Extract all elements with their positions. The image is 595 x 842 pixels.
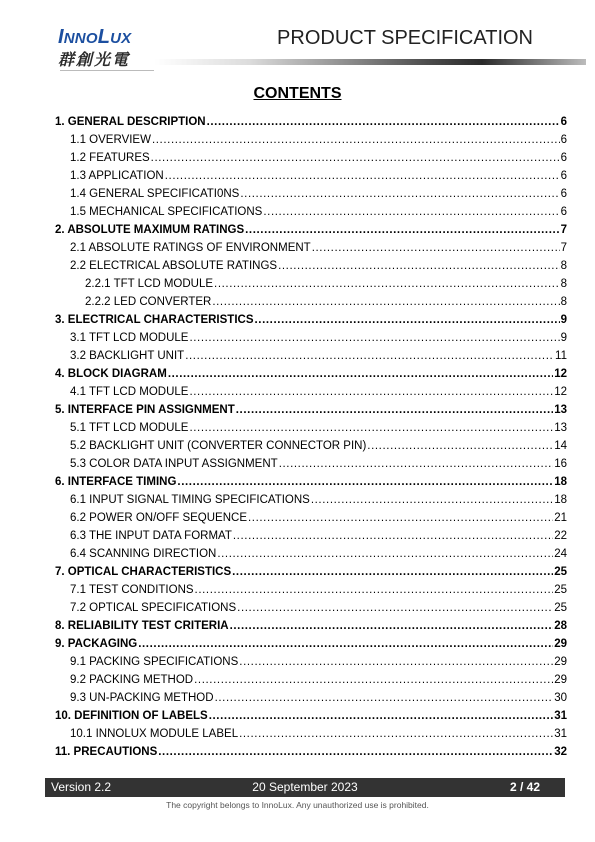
toc-dot-leader: [217, 545, 553, 563]
toc-entry-page: 18: [554, 494, 567, 506]
toc-entry-label: 6. INTERFACE TIMING: [55, 476, 177, 488]
toc-entry[interactable]: [55, 671, 567, 689]
toc-entry-label: 7.2 OPTICAL SPECIFICATIONS: [70, 602, 237, 614]
logo-letter-i: I: [58, 26, 64, 48]
toc-entry-label: 1.1 OVERVIEW: [70, 134, 151, 146]
toc-dot-leader: [311, 491, 553, 509]
footer-bar: [45, 778, 565, 797]
toc-dot-leader: [215, 689, 554, 707]
toc-entry-page: 29: [554, 656, 567, 668]
toc-entry-label: 11. PRECAUTIONS: [55, 746, 158, 758]
logo-chinese-name: 群創光電: [58, 50, 131, 69]
toc-entry-label: 5. INTERFACE PIN ASSIGNMENT: [55, 404, 235, 416]
toc-entry[interactable]: [55, 437, 567, 455]
toc-entry-label: 4. BLOCK DIAGRAM: [55, 368, 167, 380]
toc-entry-page: 25: [554, 602, 567, 614]
toc-entry[interactable]: [55, 743, 567, 761]
toc-entry[interactable]: [55, 455, 567, 473]
toc-dot-leader: [185, 347, 554, 365]
toc-entry-page: 6: [560, 188, 567, 200]
toc-entry-label: 5.1 TFT LCD MODULE: [70, 422, 189, 434]
toc-entry-page: 25: [554, 566, 567, 578]
toc-dot-leader: [239, 725, 553, 743]
toc-entry[interactable]: [55, 257, 567, 275]
toc-dot-leader: [194, 671, 553, 689]
toc-entry-label: 6.3 THE INPUT DATA FORMAT: [70, 530, 232, 542]
toc-entry[interactable]: [55, 383, 567, 401]
logo-letters-nno: NNO: [63, 30, 98, 47]
toc-dot-leader: [177, 473, 553, 491]
toc-entry-label: 8. RELIABILITY TEST CRITERIA: [55, 620, 229, 632]
toc-dot-leader: [158, 743, 553, 761]
toc-entry-page: 8: [560, 296, 567, 308]
toc-entry[interactable]: [55, 563, 567, 581]
toc-entry-label: 4.1 TFT LCD MODULE: [70, 386, 189, 398]
toc-dot-leader: [239, 653, 553, 671]
toc-dot-leader: [248, 509, 553, 527]
toc-dot-leader: [278, 257, 560, 275]
toc-entry[interactable]: [55, 167, 567, 185]
toc-entry[interactable]: [55, 293, 567, 311]
toc-entry[interactable]: [55, 131, 567, 149]
toc-entry-page: 30: [554, 692, 567, 704]
toc-dot-leader: [312, 239, 560, 257]
toc-dot-leader: [237, 599, 553, 617]
toc-entry-label: 9.2 PACKING METHOD: [70, 674, 194, 686]
toc-entry-page: 9: [560, 314, 567, 326]
toc-entry-page: 6: [560, 170, 567, 182]
toc-entry-page: 16: [554, 458, 567, 470]
toc-dot-leader: [245, 221, 559, 239]
toc-entry-page: 12: [554, 368, 567, 380]
toc-dot-leader: [138, 635, 553, 653]
toc-entry[interactable]: [55, 491, 567, 509]
toc-entry-page: 13: [554, 422, 567, 434]
toc-entry[interactable]: [55, 329, 567, 347]
toc-entry-page: 28: [554, 620, 567, 632]
toc-dot-leader: [189, 383, 553, 401]
toc-dot-leader: [209, 707, 553, 725]
toc-dot-leader: [255, 311, 560, 329]
toc-entry-label: 5.2 BACKLIGHT UNIT (CONVERTER CONNECTOR PIN): [70, 440, 367, 452]
toc-dot-leader: [236, 401, 553, 419]
toc-entry-label: 2. ABSOLUTE MAXIMUM RATINGS: [55, 224, 245, 236]
toc-entry[interactable]: [55, 149, 567, 167]
toc-dot-leader: [214, 275, 560, 293]
toc-entry-label: 1.3 APPLICATION: [70, 170, 164, 182]
toc-entry-page: 31: [554, 728, 567, 740]
logo-letter-l: L: [97, 26, 111, 48]
contents-title: CONTENTS: [253, 85, 342, 102]
toc-entry-label: 1.2 FEATURES: [70, 152, 150, 164]
toc-entry[interactable]: [55, 473, 567, 491]
toc-entry-label: 2.2.1 TFT LCD MODULE: [85, 278, 214, 290]
toc-dot-leader: [189, 419, 553, 437]
toc-entry-page: 6: [560, 116, 567, 128]
toc-entry[interactable]: [55, 311, 567, 329]
toc-entry[interactable]: [55, 617, 567, 635]
toc-dot-leader: [279, 455, 554, 473]
toc-entry-page: 8: [560, 260, 567, 272]
toc-entry-page: 24: [554, 548, 567, 560]
toc-entry-page: 13: [554, 404, 567, 416]
toc-entry[interactable]: [55, 419, 567, 437]
toc-entry-label: 3.1 TFT LCD MODULE: [70, 332, 189, 344]
toc-entry-page: 6: [560, 206, 567, 218]
toc-entry-page: 18: [554, 476, 567, 488]
logo-letters-ux: UX: [110, 30, 132, 47]
toc-entry[interactable]: [55, 527, 567, 545]
toc-entry-label: 6.2 POWER ON/OFF SEQUENCE: [70, 512, 247, 524]
toc-entry-label: 6.1 INPUT SIGNAL TIMING SPECIFICATIONS: [70, 494, 310, 506]
innolux-logo: [58, 26, 154, 70]
toc-entry-page: 7: [560, 242, 567, 254]
toc-entry-label: 1. GENERAL DESCRIPTION: [55, 116, 206, 128]
toc-entry-page: 21: [554, 512, 567, 524]
toc-entry-label: 9. PACKAGING: [55, 638, 138, 650]
toc-entry-label: 5.3 COLOR DATA INPUT ASSIGNMENT: [70, 458, 278, 470]
toc-entry-label: 3. ELECTRICAL CHARACTERISTICS: [55, 314, 254, 326]
toc-entry-page: 25: [554, 584, 567, 596]
toc-entry-page: 8: [560, 278, 567, 290]
toc-entry-label: 7.1 TEST CONDITIONS: [70, 584, 194, 596]
toc-entry-page: 22: [554, 530, 567, 542]
toc-entry[interactable]: [55, 221, 567, 239]
logo-underline: [60, 70, 154, 71]
toc-entry[interactable]: [55, 545, 567, 563]
toc-entry[interactable]: [55, 689, 567, 707]
footer-version: Version 2.2: [51, 780, 112, 794]
toc-entry[interactable]: [55, 203, 567, 221]
header-gradient-band: [154, 59, 586, 65]
toc-entry-page: 11: [555, 350, 567, 362]
toc-entry[interactable]: [55, 509, 567, 527]
toc-entry[interactable]: [55, 347, 567, 365]
toc-entry-label: 2.2 ELECTRICAL ABSOLUTE RATINGS: [70, 260, 278, 272]
table-of-contents: [55, 113, 567, 761]
toc-entry[interactable]: [55, 707, 567, 725]
toc-entry-page: 9: [560, 332, 567, 344]
toc-entry-label: 1.4 GENERAL SPECIFICATI0NS: [70, 188, 240, 200]
toc-dot-leader: [240, 185, 559, 203]
toc-entry-label: 10. DEFINITION OF LABELS: [55, 710, 208, 722]
logo-wordmark: [58, 26, 154, 50]
toc-entry-label: 9.3 UN-PACKING METHOD: [70, 692, 214, 704]
toc-dot-leader: [232, 563, 553, 581]
toc-entry[interactable]: [55, 725, 567, 743]
toc-entry-label: 10.1 INNOLUX MODULE LABEL: [70, 728, 239, 740]
toc-entry-page: 7: [560, 224, 567, 236]
toc-entry[interactable]: [55, 581, 567, 599]
toc-dot-leader: [263, 203, 559, 221]
toc-entry-label: 2.1 ABSOLUTE RATINGS OF ENVIRONMENT: [70, 242, 311, 254]
toc-entry-label: 9.1 PACKING SPECIFICATIONS: [70, 656, 239, 668]
toc-entry-label: 3.2 BACKLIGHT UNIT: [70, 350, 185, 362]
toc-entry[interactable]: [55, 365, 567, 383]
toc-entry-page: 12: [554, 386, 567, 398]
toc-entry-label: 2.2.2 LED CONVERTER: [85, 296, 212, 308]
toc-entry[interactable]: [55, 401, 567, 419]
toc-entry-page: 29: [554, 674, 567, 686]
copyright-notice: The copyright belongs to InnoLux. Any unauthorized use is prohibited.: [166, 800, 429, 810]
toc-entry[interactable]: [55, 113, 567, 131]
toc-dot-leader: [367, 437, 553, 455]
toc-entry[interactable]: [55, 653, 567, 671]
toc-entry[interactable]: [55, 239, 567, 257]
toc-entry-page: 31: [554, 710, 567, 722]
toc-dot-leader: [212, 293, 559, 311]
toc-entry-page: 6: [560, 152, 567, 164]
toc-entry[interactable]: [55, 635, 567, 653]
footer-date: 20 September 2023: [252, 780, 358, 794]
toc-entry[interactable]: [55, 185, 567, 203]
toc-entry[interactable]: [55, 275, 567, 293]
toc-entry-page: 29: [554, 638, 567, 650]
toc-dot-leader: [189, 329, 559, 347]
toc-dot-leader: [207, 113, 560, 131]
toc-entry-page: 6: [560, 134, 567, 146]
toc-dot-leader: [165, 167, 560, 185]
toc-entry-label: 7. OPTICAL CHARACTERISTICS: [55, 566, 232, 578]
toc-dot-leader: [233, 527, 553, 545]
toc-dot-leader: [168, 365, 553, 383]
header-title: PRODUCT SPECIFICATION: [277, 27, 533, 49]
toc-dot-leader: [151, 149, 560, 167]
toc-entry[interactable]: [55, 599, 567, 617]
toc-entry-label: 1.5 MECHANICAL SPECIFICATIONS: [70, 206, 263, 218]
footer-page-number: 2 / 42: [509, 780, 540, 794]
toc-entry-label: 6.4 SCANNING DIRECTION: [70, 548, 217, 560]
toc-entry-page: 14: [554, 440, 567, 452]
toc-dot-leader: [195, 581, 554, 599]
toc-dot-leader: [230, 617, 554, 635]
toc-dot-leader: [152, 131, 560, 149]
toc-entry-page: 32: [554, 746, 567, 758]
